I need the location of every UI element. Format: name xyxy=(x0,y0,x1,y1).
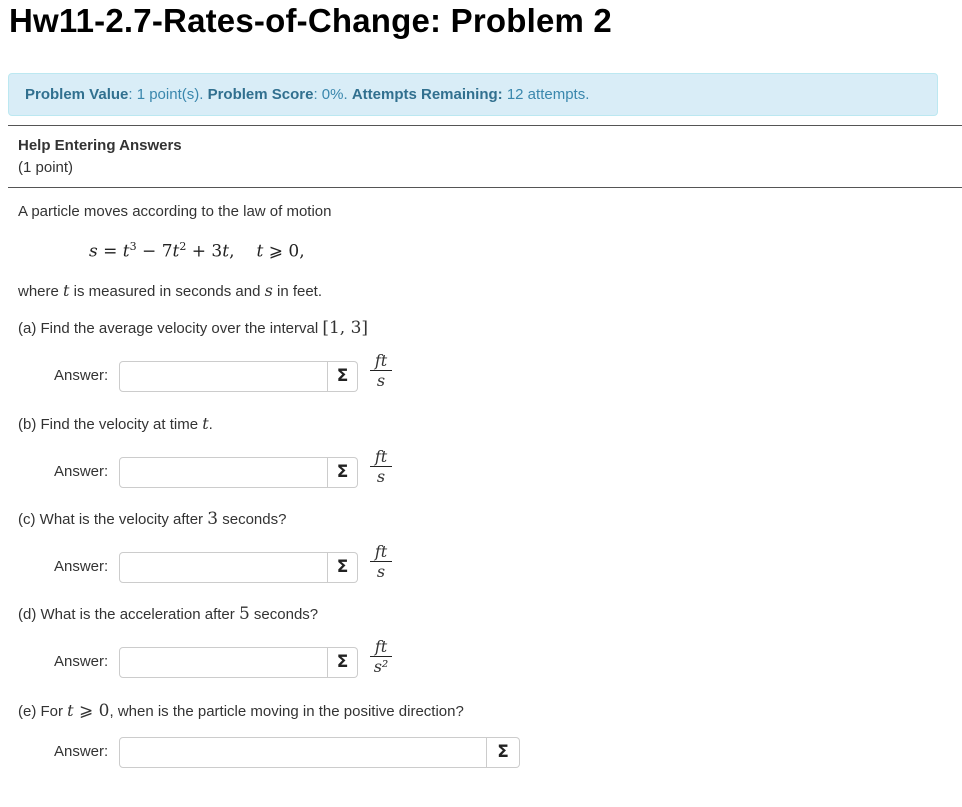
problem-score-label: Problem Score xyxy=(207,86,314,103)
answer-a-input[interactable] xyxy=(119,361,328,392)
answer-b-label: Answer: xyxy=(54,463,109,480)
problem-intro: A particle moves according to the law of motion xyxy=(18,203,332,220)
part-d-question: (d) What is the acceleration after 5 seconds? xyxy=(18,604,319,624)
equation-editor-d-button[interactable]: Σ xyxy=(328,647,358,678)
equation-editor-b-button[interactable]: Σ xyxy=(328,457,358,488)
divider-bottom xyxy=(8,187,962,188)
problem-points: (1 point) xyxy=(18,159,74,176)
answer-d-unit: $\frac{ft}{\text{s²}}$ xyxy=(370,638,392,676)
answer-a-unit: $\frac{ft}{s}$ xyxy=(370,352,392,390)
answer-a-label: Answer: xyxy=(54,367,109,384)
motion-formula: $s = t^3 - 7t^2 + 3t$, t ⩾ 0, xyxy=(89,240,305,262)
problem-where-text: where t is measured in seconds and s in feet. xyxy=(18,281,323,300)
answer-d-label: Answer: xyxy=(54,653,109,670)
answer-b-input[interactable] xyxy=(119,457,328,488)
equation-editor-e-button[interactable]: Σ xyxy=(487,737,520,768)
equation-editor-c-button[interactable]: Σ xyxy=(328,552,358,583)
part-b-question: (b) Find the velocity at time t. xyxy=(18,414,213,433)
answer-d-input[interactable] xyxy=(119,647,328,678)
answer-e-label: Answer: xyxy=(54,743,109,760)
equation-editor-a-button[interactable]: Σ xyxy=(328,361,358,392)
problem-info-line xyxy=(25,86,589,103)
page-title: Hw11-2.7-Rates-of-Change: Problem 2 xyxy=(9,2,612,39)
answer-c-input[interactable] xyxy=(119,552,328,583)
problem-score-text: : 0%. xyxy=(313,86,348,103)
help-entering-answers-link[interactable]: Help Entering Answers xyxy=(18,137,182,154)
problem-value-label: Problem Value xyxy=(25,86,129,103)
answer-c-label: Answer: xyxy=(54,558,109,575)
problem-value-text: : 1 point(s). xyxy=(128,86,204,103)
attempts-remaining-label: Attempts Remaining: xyxy=(351,86,503,103)
answer-b-unit: $\frac{ft}{s}$ xyxy=(370,448,392,486)
divider-top xyxy=(8,125,962,126)
problem-info-banner xyxy=(8,73,938,116)
part-e-question: (e) For t ⩾ 0, when is the particle moving in the positive direction? xyxy=(18,701,464,721)
attempts-remaining-text: 12 attempts. xyxy=(506,86,590,103)
answer-e-input[interactable] xyxy=(119,737,487,768)
part-c-question: (c) What is the velocity after 3 seconds? xyxy=(18,509,287,529)
answer-c-unit: $\frac{ft}{s}$ xyxy=(370,543,392,581)
part-a-question: (a) Find the average velocity over the interval [1, 3] xyxy=(18,318,369,338)
